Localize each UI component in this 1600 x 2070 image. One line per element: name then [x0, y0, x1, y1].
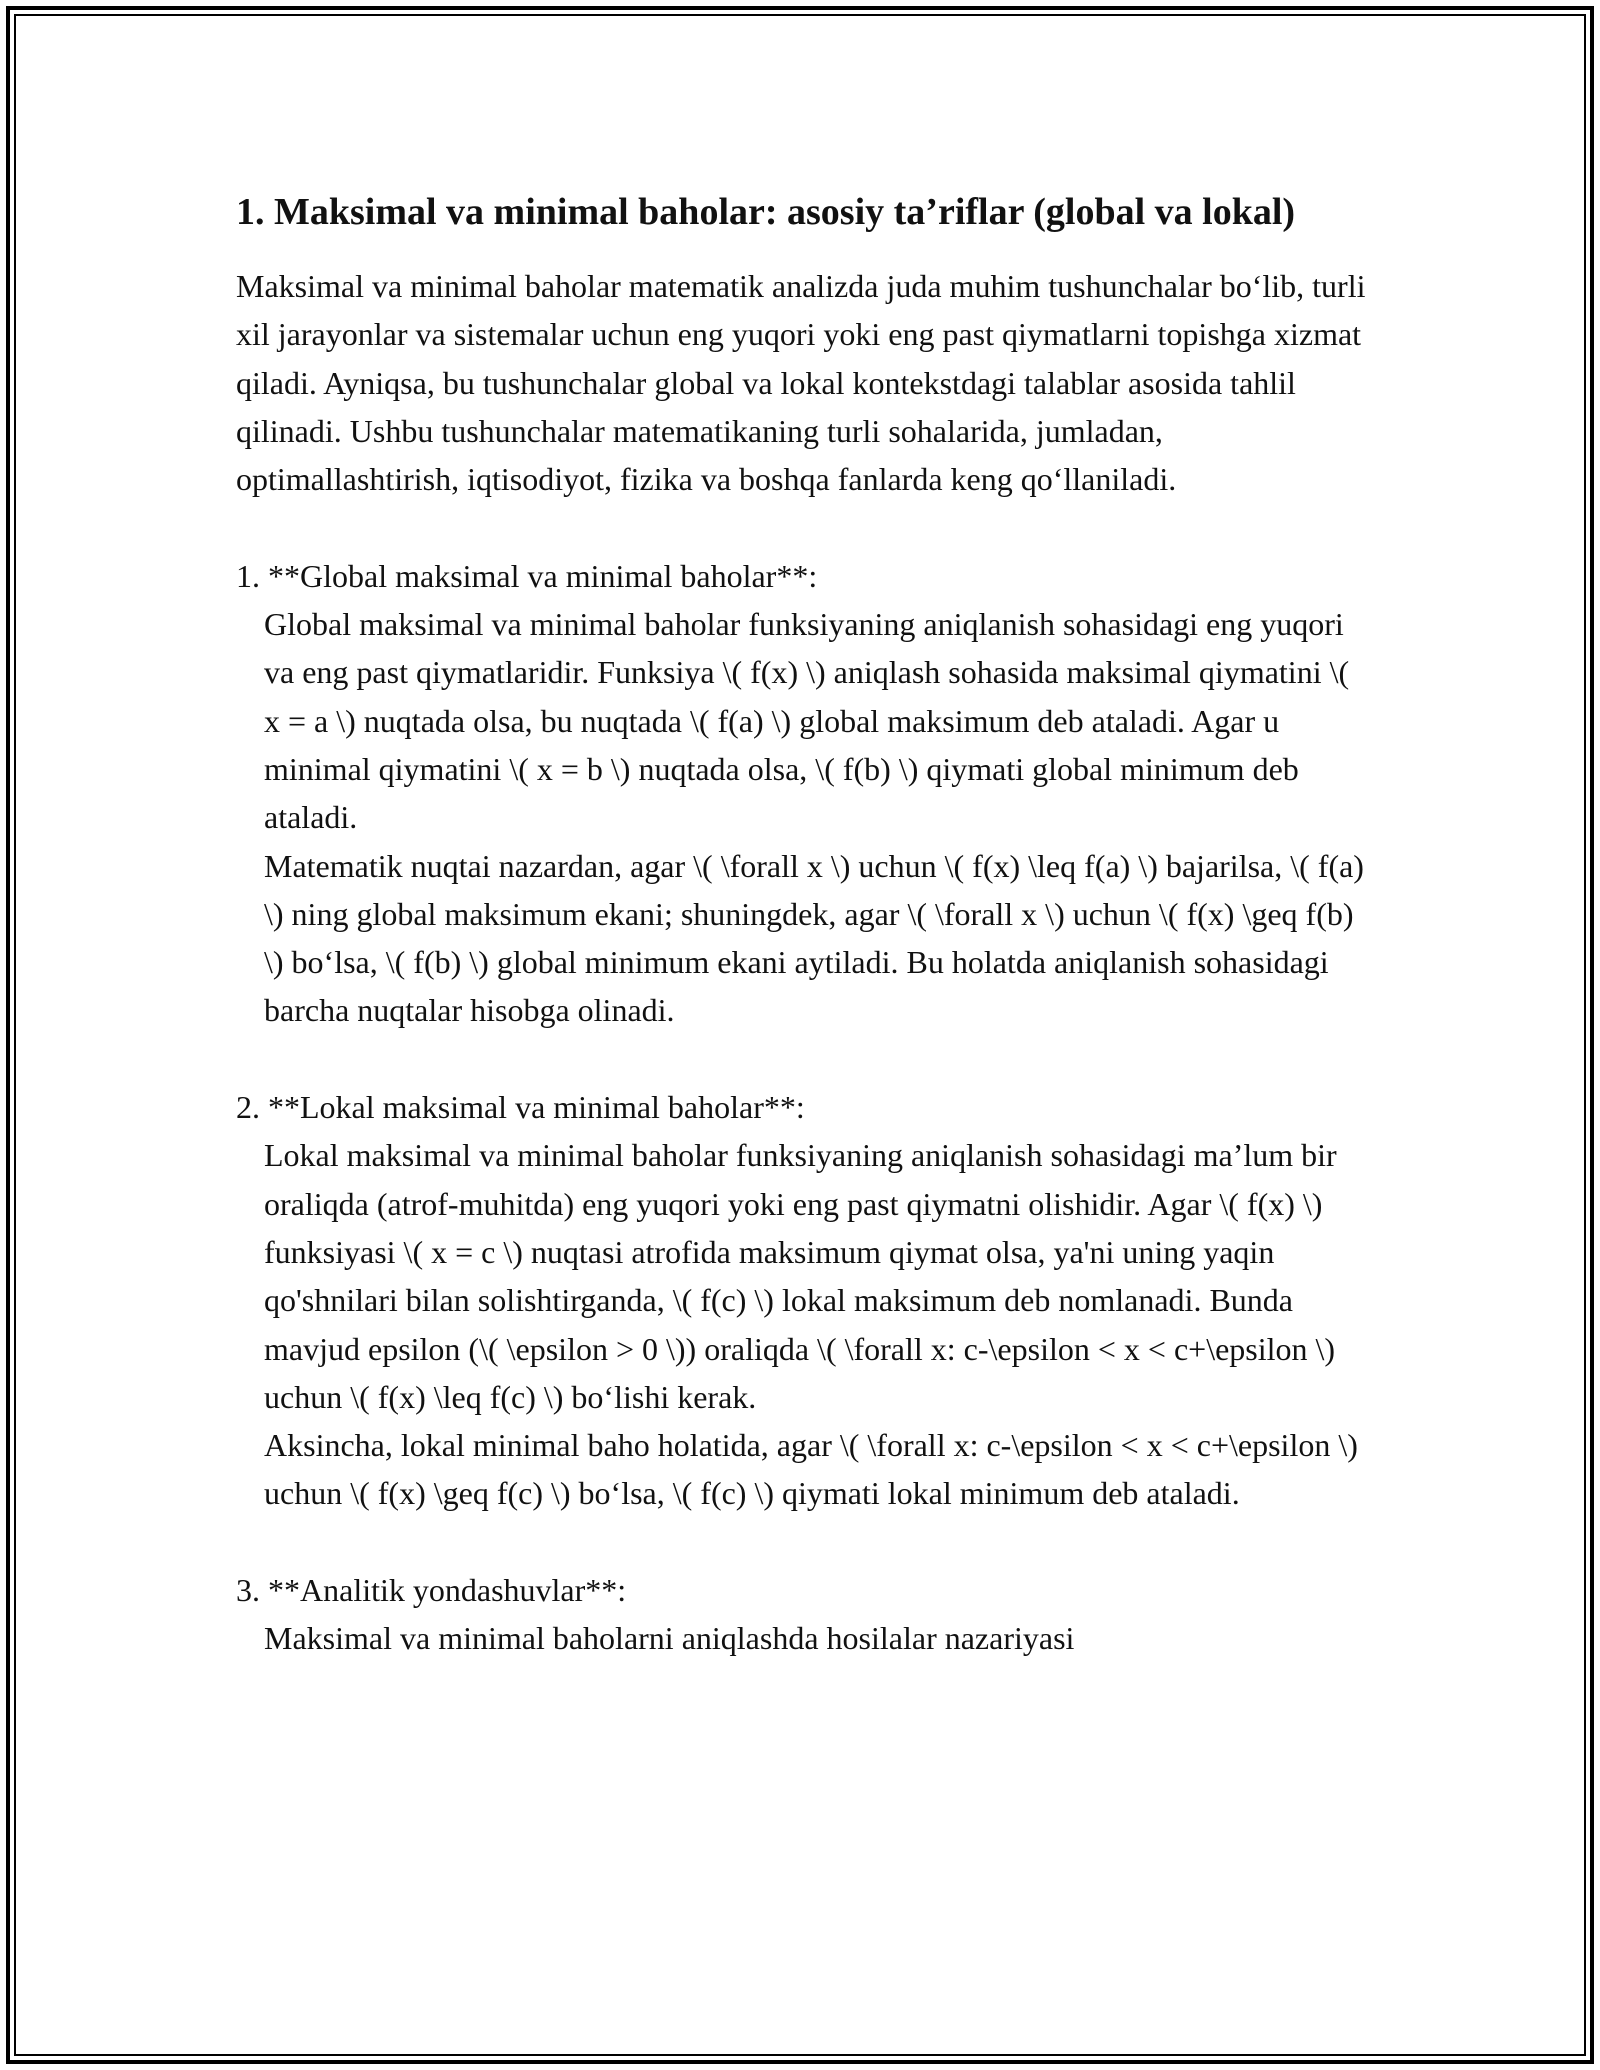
intro-paragraph: Maksimal va minimal baholar matematik analizda juda muhim tushunchalar bo‘lib, turli xil jarayonlar va sistemalar uchun eng yuqori yoki eng past qiymatlarni topishga xizmat qiladi. Ayniqsa, bu tushunchalar global va lokal kontekstdagi talablar asosida tahlil qilinadi. Ushbu tushunchalar matematikaning turli sohalarida, jumladan, optimallashtirish, iqtisodiyot, fizika va boshqa fanlarda keng qo‘llaniladi. [236, 268, 1374, 498]
spacer [236, 1035, 1366, 1083]
spacer [236, 1518, 1366, 1566]
section-global [236, 552, 1372, 1035]
document-body [236, 184, 1374, 1663]
section-analytic [236, 1566, 1366, 1663]
section-paragraph: Matematik nuqtai nazardan, agar \( \forall x \) uchun \( f(x) \leq f(a) \) bajarilsa, \( f(a) \) ning global maksimum ekani; shuningdek, agar \( \forall x \) uchun \( f(x) \geq f(b) \) bo‘lsa, \( f(b) \) global minimum ekani aytiladi. Bu holatda aniqlanish sohasidagi barcha nuqtalar hisobga olinadi. [264, 847, 1372, 1029]
section-paragraph: Maksimal va minimal baholarni aniqlashda hosilalar nazariyasi [264, 1620, 1075, 1657]
section-heading: 1. **Global maksimal va minimal baholar**: [236, 557, 818, 594]
section-paragraph: Aksincha, lokal minimal baho holatida, agar \( \forall x: c-\epsilon < x < c+\epsilon \) uchun \( f(x) \geq f(c) \) bo‘lsa, \( f(c) \) qiymati lokal minimum deb ataladi. [264, 1427, 1366, 1512]
spacer [236, 503, 1366, 551]
section-paragraph: Global maksimal va minimal baholar funksiyaning aniqlanish sohasidagi eng yuqori va eng past qiymatlaridir. Funksiya \( f(x) \) aniqlash sohasida maksimal qiymatini \( x = a \) nuqtada olsa, bu nuqtada \( f(a) \) global maksimum deb ataladi. Agar u minimal qiymatini \( x = b \) nuqtada olsa, \( f(b) \) qiymati global minimum deb ataladi. [264, 606, 1358, 836]
section-local [236, 1083, 1366, 1518]
document-title: 1. Maksimal va minimal baholar: asosiy ta’riflar (global va lokal) [236, 191, 1296, 233]
section-heading: 3. **Analitik yondashuvlar**: [236, 1572, 627, 1609]
section-paragraph: Lokal maksimal va minimal baholar funksiyaning aniqlanish sohasidagi ma’lum bir oraliqda (atrof-muhitda) eng yuqori yoki eng past qiymatni olishidir. Agar \( f(x) \) funksiyasi \( x = c \) nuqtasi atrofida maksimum qiymat olsa, ya'ni uning yaqin qo'shnilari bilan solishtirganda, \( f(c) \) lokal maksimum deb nomlanadi. Bunda mavjud epsilon (\( \epsilon > 0 \)) oraliqda \( \forall x: c-\epsilon < x < c+\epsilon \) uchun \( f(x) \leq f(c) \) bo‘lishi kerak. [264, 1137, 1345, 1415]
section-heading: 2. **Lokal maksimal va minimal baholar**: [236, 1089, 805, 1126]
